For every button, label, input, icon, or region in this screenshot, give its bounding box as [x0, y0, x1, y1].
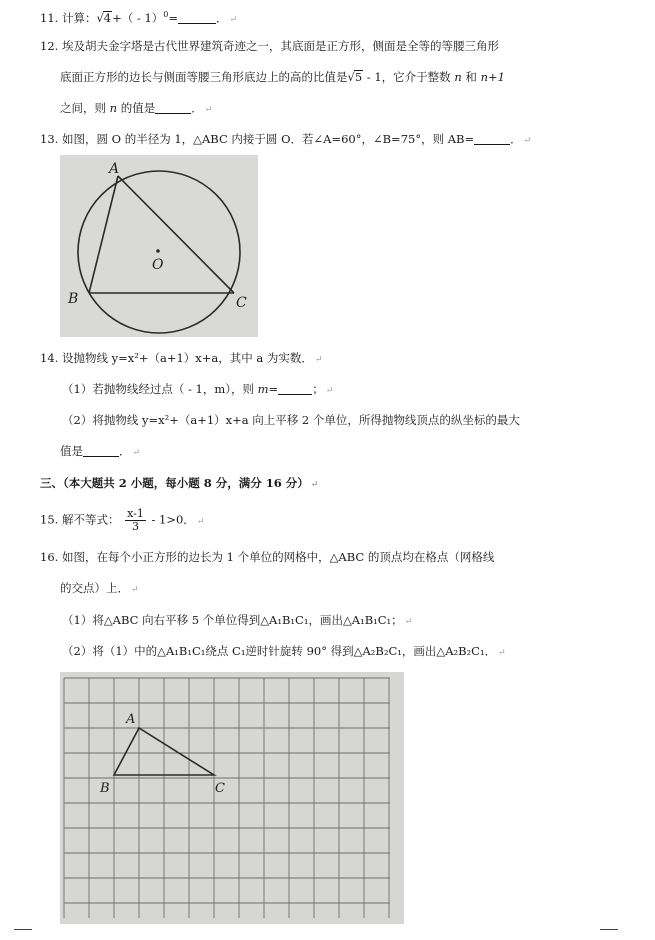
paragraph-mark: ↵	[404, 617, 413, 627]
q12-line-2	[60, 69, 505, 85]
paragraph-mark: ↵	[204, 105, 213, 115]
q14-part-2-text: （2）将抛物线 y=x²+（a+1）x+a 向上平移 2 个单位，所得抛物线顶点的纵坐标的最大	[62, 413, 520, 427]
q12-radicand: 5	[354, 70, 363, 84]
q14-part-1-blank[interactable]	[278, 382, 312, 395]
grid-label-b: B	[100, 781, 110, 796]
q16-text-1: 如图，在每个小正方形的边长为 1 个单位的网格中，△ABC 的顶点均在格点（网格线	[61, 550, 495, 564]
grid-label-a: A	[126, 712, 136, 727]
sqrt-sign: √	[347, 70, 355, 84]
q11-equals: =	[168, 10, 178, 25]
q14-part-2-end: ．	[119, 444, 131, 458]
q15-rest: - 1>0．	[147, 512, 195, 527]
q11-answer-blank[interactable]	[178, 11, 216, 24]
q12-var-n: n	[454, 70, 462, 84]
q14-part-1	[62, 381, 333, 399]
q13-circle-figure	[60, 155, 258, 337]
q15-number: 15.	[40, 512, 59, 527]
sqrt-sign: √	[96, 10, 104, 25]
q15-denominator: 3	[131, 520, 139, 533]
q16-line-1	[40, 549, 494, 565]
q12-var-n: n	[109, 101, 118, 115]
paragraph-mark: ↵	[314, 355, 323, 365]
q16-grid-figure	[60, 672, 404, 924]
q12-text-3b: 的值是	[120, 101, 156, 115]
q12-number: 12.	[40, 39, 59, 53]
q12-answer-blank[interactable]	[155, 101, 191, 114]
grid-label-c: C	[215, 781, 225, 796]
q15-line	[40, 508, 204, 533]
q12-text-3: 之间，则	[60, 101, 106, 115]
q11-radicand: 4	[103, 10, 112, 25]
q15-fraction	[125, 508, 146, 533]
label-a: A	[109, 161, 120, 177]
q12-end: ．	[191, 101, 203, 115]
q14-part-2-text-2: 值是	[60, 444, 83, 458]
q16-text-2: 的交点）上．	[60, 581, 129, 595]
q14-part-1-end: ；	[312, 382, 324, 396]
q14-line	[40, 350, 322, 368]
q12-var-n1: n+1	[480, 70, 505, 84]
q16-part-1-text: （1）将△ABC 向右平移 5 个单位得到△A₁B₁C₁，画出△A₁B₁C₁；	[62, 613, 403, 627]
q16-part-2	[62, 643, 506, 661]
q16-number: 16.	[40, 550, 59, 564]
q12-text-1: 埃及胡夫金字塔是古代世界建筑奇迹之一，其底面是正方形，侧面是全等的等腰三角形	[61, 39, 499, 53]
q16-part-2-text: （2）将（1）中的△A₁B₁C₁绕点 C₁逆时针旋转 90° 得到△A₂B₂C₁，画出△A₂B₂C₁．	[62, 644, 497, 658]
q11-mid: +（ - 1）	[112, 10, 164, 25]
q11-exponent: 0	[163, 10, 169, 19]
q12-text-2b: - 1，它介于整数	[363, 70, 451, 84]
q15-label: 解不等式：	[61, 512, 120, 527]
paragraph-mark: ↵	[229, 14, 238, 25]
q12-line-3	[60, 100, 212, 118]
label-b: B	[68, 291, 79, 307]
q13-line	[40, 131, 531, 149]
q13-number: 13.	[40, 132, 59, 146]
paragraph-mark: ↵	[131, 585, 139, 595]
q11-number: 11.	[40, 10, 59, 25]
q12-and: 和	[465, 70, 477, 84]
q16-line-2	[60, 580, 139, 598]
q14-equals: =	[268, 382, 279, 396]
q11-end: ．	[216, 10, 228, 25]
q14-var-m: m	[257, 382, 269, 396]
q14-part-2-blank[interactable]	[83, 444, 119, 457]
paragraph-mark: ↵	[196, 516, 205, 527]
q14-part-2-cont	[60, 443, 140, 461]
paragraph-mark: ↵	[523, 136, 532, 146]
q13-end: ．	[510, 132, 522, 146]
q13-answer-blank[interactable]	[474, 132, 510, 145]
q14-number: 14.	[40, 351, 59, 365]
center-dot	[156, 249, 160, 253]
label-c: C	[236, 295, 247, 311]
q14-part-1-text: （1）若抛物线经过点（ - 1，m），则	[62, 382, 254, 396]
paragraph-mark: ↵	[310, 480, 319, 490]
section-3-heading	[40, 475, 318, 493]
q14-text: 设抛物线 y=x²+（a+1）x+a，其中 a 为实数．	[61, 351, 313, 365]
paragraph-mark: ↵	[132, 448, 141, 458]
label-o: O	[152, 257, 164, 273]
q14-part-2	[62, 412, 520, 428]
figure-background	[60, 155, 258, 337]
paragraph-mark: ↵	[498, 648, 506, 658]
q13-text: 如图，圆 O 的半径为 1，△ABC 内接于圆 O．若∠A=60°，∠B=75°，则 AB=	[61, 132, 475, 146]
q12-line-1	[40, 38, 499, 54]
q15-numerator: x-1	[127, 507, 144, 520]
section-3-title: 三、（本大题共 2 小题，每小题 8 分，满分 16 分）	[40, 476, 309, 490]
figure-background	[60, 672, 404, 924]
paragraph-mark: ↵	[325, 386, 334, 396]
q11-label: 计算：	[61, 10, 97, 25]
q11-line	[40, 7, 237, 28]
q16-part-1	[62, 612, 412, 630]
q12-text-2: 底面正方形的边长与侧面等腰三角形底边上的高的比值是	[60, 70, 348, 84]
